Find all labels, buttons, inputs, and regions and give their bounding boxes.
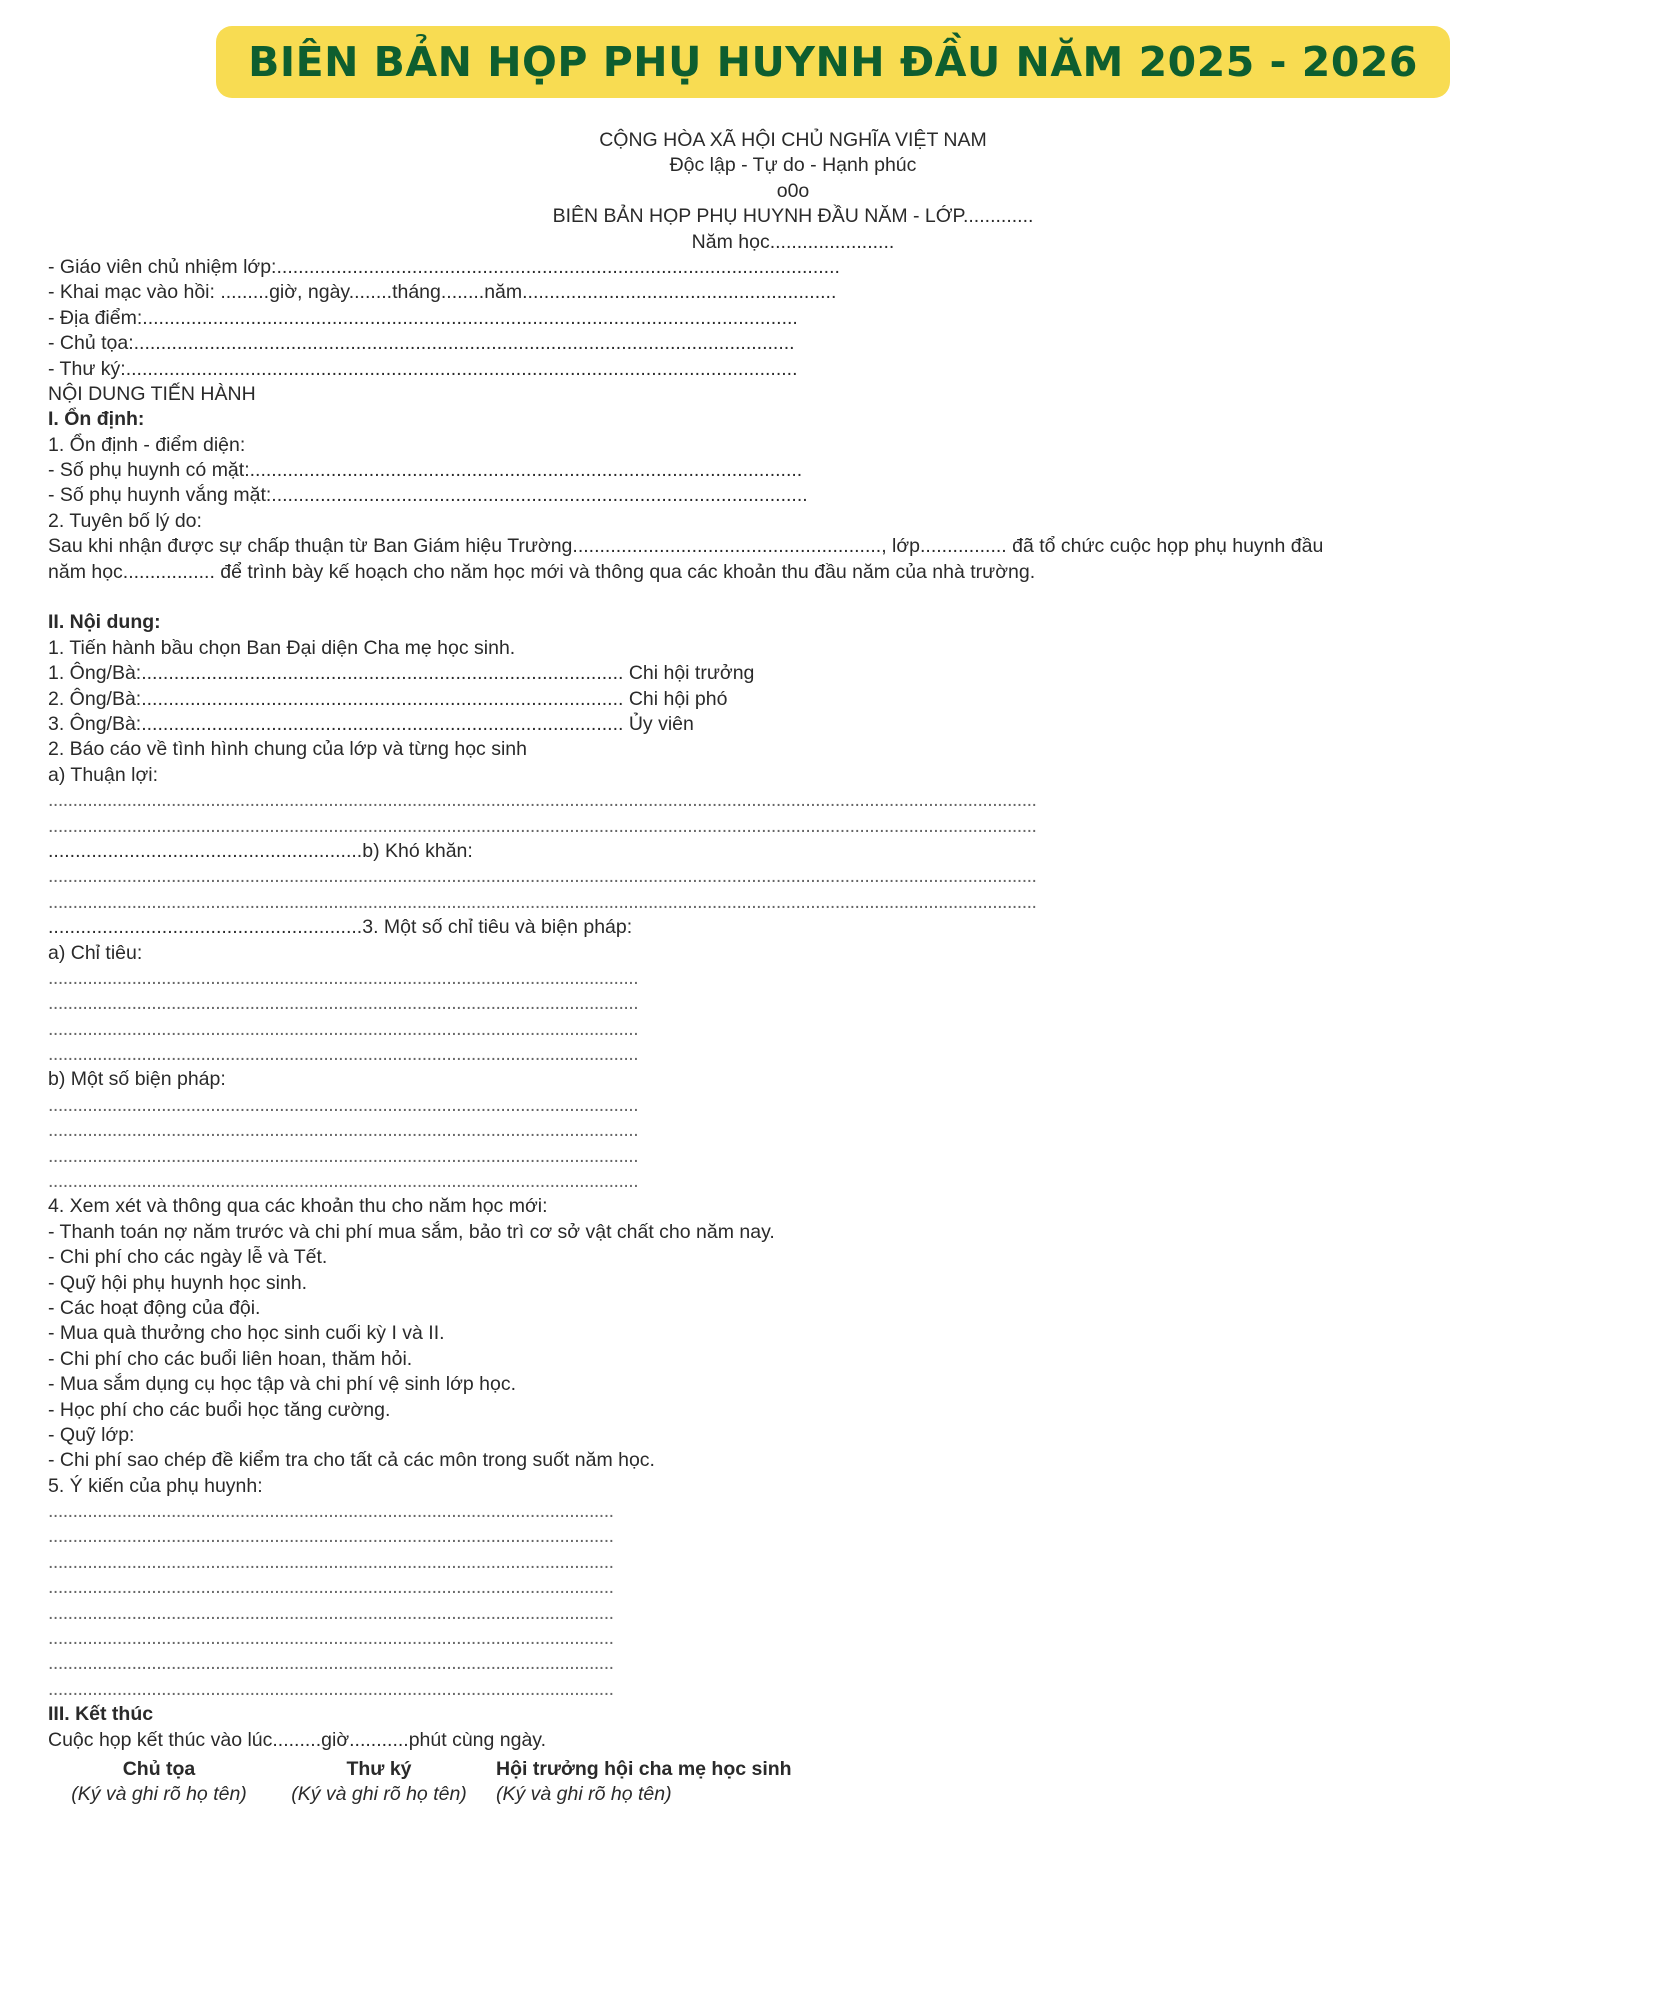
- part2-item5: 5. Ý kiến của phụ huynh:: [48, 1474, 263, 1497]
- difficulty-line: ..........................................................b) Khó khăn:: [48, 839, 473, 862]
- dotted-line: ........................................................................................................................: [48, 1043, 639, 1066]
- fee-item: - Quỹ lớp:: [48, 1423, 135, 1446]
- fee-item: - Mua quà thưởng cho học sinh cuối kỳ I và II.: [48, 1322, 445, 1345]
- signature-notes: [48, 1782, 1528, 1807]
- info-teacher: - Giáo viên chủ nhiệm lớp:........................................................................................................: [48, 255, 840, 278]
- dotted-line: ...................................................................................................................: [48, 1652, 614, 1675]
- info-secretary: - Thư ký:............................................................................................................................: [48, 357, 798, 380]
- part1-heading: I. Ổn định:: [48, 408, 145, 431]
- info-opening: - Khai mạc vào hồi: .........giờ, ngày........tháng........năm..........................................................: [48, 281, 837, 304]
- blank-line: [48, 585, 1528, 610]
- secretary-sign-note: (Ký và ghi rõ họ tên): [291, 1783, 467, 1806]
- fee-item: - Các hoạt động của đội.: [48, 1296, 261, 1319]
- dotted-line: ...................................................................................................................: [48, 1550, 614, 1573]
- president-sign-note: (Ký và ghi rõ họ tên): [496, 1783, 672, 1806]
- dotted-line: .........................................................................................................................................................................................................: [48, 865, 1037, 888]
- secretary-title: Thư ký: [346, 1758, 412, 1780]
- dotted-line: .........................................................................................................................................................................................................: [48, 814, 1037, 837]
- part2-item2: 2. Báo cáo về tình hình chung của lớp và từng học sinh: [48, 738, 527, 761]
- document-body: [48, 128, 1528, 1808]
- member-vice: 2. Ông/Bà:......................................................................................... Chi hội phó: [48, 687, 728, 710]
- dotted-line: ...................................................................................................................: [48, 1500, 614, 1523]
- part3-heading: III. Kết thúc: [48, 1703, 154, 1726]
- dotted-line: ........................................................................................................................: [48, 966, 639, 989]
- dotted-line: ...................................................................................................................: [48, 1601, 614, 1624]
- dotted-line: ........................................................................................................................: [48, 1119, 639, 1142]
- reason-line-1: Sau khi nhận được sự chấp thuận từ Ban Giám hiệu Trường........................................................., lớp................ đã tổ chức cuộc họp phụ huynh đầu: [48, 535, 1324, 558]
- country-name: CỘNG HÒA XÃ HỘI CHỦ NGHĨA VIỆT NAM: [599, 129, 987, 151]
- chair-title: Chủ tọa: [122, 1758, 196, 1780]
- info-location: - Địa điểm:.........................................................................................................................: [48, 306, 798, 329]
- dotted-line: ...................................................................................................................: [48, 1576, 614, 1599]
- fee-item: - Chi phí cho các ngày lễ và Tết.: [48, 1246, 328, 1269]
- dotted-line: .........................................................................................................................................................................................................: [48, 789, 1037, 812]
- dotted-line: ........................................................................................................................: [48, 1170, 639, 1193]
- fee-item: - Học phí cho các buổi học tăng cường.: [48, 1398, 391, 1421]
- part2-item1: 1. Tiến hành bầu chọn Ban Đại diện Cha mẹ học sinh.: [48, 636, 516, 659]
- dotted-line: ........................................................................................................................: [48, 1144, 639, 1167]
- school-year: Năm học.......................: [691, 230, 895, 253]
- title-banner: [216, 26, 1450, 98]
- document-title: BIÊN BẢN HỌP PHỤ HUYNH ĐẦU NĂM - LỚP.............: [552, 205, 1034, 228]
- dotted-line: ...................................................................................................................: [48, 1677, 614, 1700]
- president-title: Hội trưởng hội cha mẹ học sinh: [496, 1758, 792, 1780]
- parents-present: - Số phụ huynh có mặt:......................................................................................................: [48, 459, 803, 482]
- fee-item: - Chi phí sao chép đề kiểm tra cho tất cả các môn trong suốt năm học.: [48, 1449, 655, 1472]
- end-time: Cuộc họp kết thúc vào lúc.........giờ...........phút cùng ngày.: [48, 1728, 547, 1751]
- dotted-line: ........................................................................................................................: [48, 992, 639, 1015]
- dotted-line: ...................................................................................................................: [48, 1627, 614, 1650]
- parents-absent: - Số phụ huynh vắng mặt:...................................................................................................: [48, 484, 808, 507]
- measures-label: b) Một số biện pháp:: [48, 1068, 226, 1091]
- part1-item2: 2. Tuyên bố lý do:: [48, 509, 202, 532]
- targets-label: a) Chỉ tiêu:: [48, 941, 143, 964]
- motto: Độc lập - Tự do - Hạnh phúc: [669, 154, 917, 177]
- reason-line-2: năm học................. để trình bày kế hoạch cho năm học mới và thông qua các khoản thu đầu năm của nhà trường.: [48, 560, 1036, 583]
- signature-titles: [48, 1757, 1528, 1782]
- info-chair: - Chủ tọa:..........................................................................................................................: [48, 332, 795, 355]
- fee-item: - Thanh toán nợ năm trước và chi phí mua sắm, bảo trì cơ sở vật chất cho năm nay.: [48, 1220, 775, 1243]
- advantage-label: a) Thuận lợi:: [48, 763, 158, 786]
- fee-item: - Mua sắm dụng cụ học tập và chi phí vệ sinh lớp học.: [48, 1373, 517, 1396]
- part1-item1: 1. Ổn định - điểm diện:: [48, 433, 246, 456]
- part2-heading: II. Nội dung:: [48, 611, 161, 634]
- section-main-heading: NỘI DUNG TIẾN HÀNH: [48, 382, 256, 405]
- targets-heading-line: ..........................................................3. Một số chỉ tiêu và biện pháp:: [48, 916, 633, 939]
- dotted-line: .........................................................................................................................................................................................................: [48, 890, 1037, 913]
- fee-item: - Chi phí cho các buổi liên hoan, thăm hỏi.: [48, 1347, 413, 1370]
- chair-sign-note: (Ký và ghi rõ họ tên): [71, 1783, 247, 1806]
- banner-title: BIÊN BẢN HỌP PHỤ HUYNH ĐẦU NĂM 2025 - 2026: [248, 38, 1418, 86]
- dotted-line: ........................................................................................................................: [48, 1017, 639, 1040]
- dotted-line: ........................................................................................................................: [48, 1093, 639, 1116]
- ornament: o0o: [776, 179, 810, 202]
- dotted-line: ...................................................................................................................: [48, 1525, 614, 1548]
- member-president: 1. Ông/Bà:......................................................................................... Chi hội trưởng: [48, 662, 755, 685]
- part2-item4: 4. Xem xét và thông qua các khoản thu cho năm học mới:: [48, 1195, 548, 1218]
- fee-item: - Quỹ hội phụ huynh học sinh.: [48, 1271, 308, 1294]
- member-committee: 3. Ông/Bà:......................................................................................... Ủy viên: [48, 712, 694, 735]
